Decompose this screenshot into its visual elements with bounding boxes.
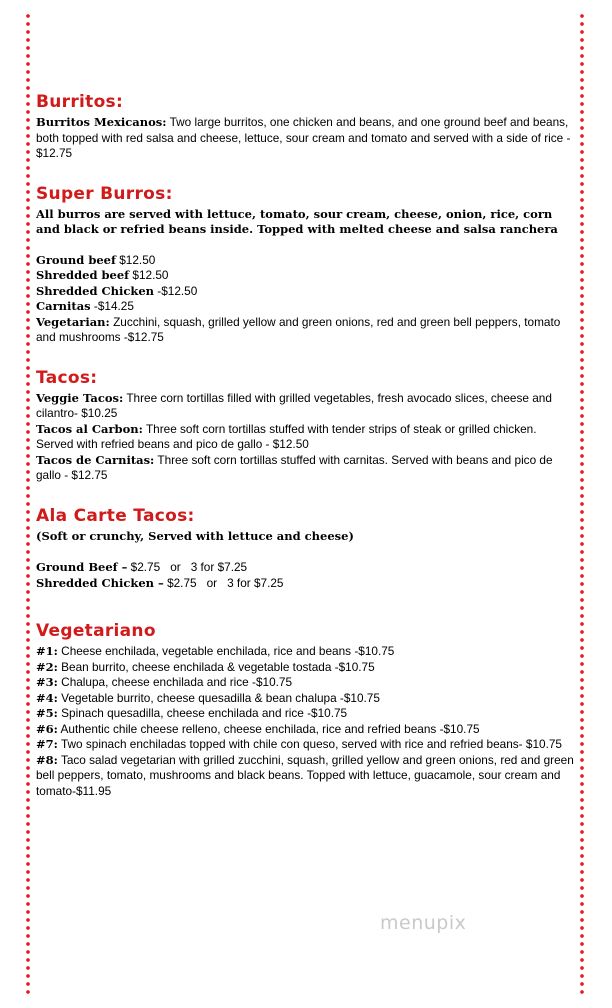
item-name: Burritos Mexicanos: [36, 115, 167, 129]
section-intro: All burros are served with lettuce, tomato, sour cream, cheese, onion, rice, corn and black or refried beans inside. Topped with melted cheese and salsa ranchera [36, 206, 558, 236]
item-name: Vegetarian: [36, 314, 110, 329]
menu-item [36, 722, 576, 738]
section-title: Vegetariano [36, 621, 156, 641]
menu-item [36, 644, 576, 660]
item-desc: $12.50 [129, 268, 169, 282]
menu-item [36, 284, 576, 300]
item-name: #7: [36, 737, 58, 751]
menu-item [36, 299, 576, 315]
item-name: Veggie Tacos: [36, 390, 124, 405]
menu-item [36, 575, 576, 591]
section-super-burros [36, 184, 576, 346]
item-name: Shredded beef [36, 268, 130, 282]
item-desc: Three soft corn tortillas stuffed with tender strips of steak or grilled chicken. Served with refried beans and pico de gallo - $12.50 [36, 421, 537, 451]
menu-item [36, 315, 576, 346]
menu-item [36, 559, 576, 575]
menu-item [36, 391, 576, 422]
item-desc: Chalupa, cheese enchilada and rice -$10.75 [57, 675, 293, 689]
menu-item [36, 115, 576, 162]
item-desc: -$12.50 [154, 283, 198, 298]
item-desc: Taco salad vegetarian with grilled zucchini, squash, grilled yellow and green onions, red and green bell peppers, tomato, mushrooms and black beans. Topped with lettuce, guacamole, sour cream and tomato-$11.95 [36, 752, 574, 798]
item-desc: Cheese enchilada, vegetable enchilada, rice and beans -$10.75 [57, 644, 395, 658]
menu-item [36, 660, 576, 676]
item-name: #4: [36, 690, 58, 705]
item-price: $2.75 [130, 560, 161, 574]
item-name: Shredded Chicken [36, 283, 155, 298]
item-name: Shredded Chicken – [36, 576, 164, 590]
section-burritos [36, 92, 576, 162]
item-name: #6: [36, 721, 58, 736]
item-or: or [170, 560, 181, 574]
item-name: Tacos al Carbon: [36, 421, 143, 436]
item-or: or [206, 576, 218, 590]
right-dotted-border [580, 12, 584, 996]
item-desc: Spinach quesadilla, cheese enchilada and rice -$10.75 [57, 706, 348, 720]
menu-item [36, 737, 576, 753]
item-name: Ground beef [36, 252, 116, 267]
section-title: Ala Carte Tacos: [36, 505, 195, 526]
item-desc: Two large burritos, one chicken and beans, and one ground beef and beans, both topped with red salsa and cheese, lettuce, sour cream and tomato and served with a side of rice - $12.75 [36, 115, 571, 160]
item-multi-price: 3 for $7.25 [227, 576, 284, 590]
section-title: Super Burros: [36, 183, 173, 204]
section-title: Burritos: [36, 92, 124, 112]
menu-content [36, 92, 576, 821]
menu-item [36, 422, 576, 453]
item-desc: $12.50 [115, 252, 156, 267]
item-name: Ground Beef – [36, 560, 128, 574]
section-vegetariano [36, 621, 576, 799]
item-name: Tacos de Carnitas: [36, 452, 155, 467]
section-title: Tacos: [36, 367, 98, 388]
item-desc: Three soft corn tortillas stuffed with carnitas. Served with beans and pico de gallo - $12.75 [36, 452, 553, 482]
item-name: #5: [36, 706, 58, 720]
item-name: #1: [36, 644, 58, 658]
menu-item [36, 691, 576, 707]
menu-item [36, 706, 576, 722]
item-desc: Two spinach enchiladas topped with chile con queso, served with rice and refried beans- $10.75 [57, 737, 562, 751]
left-dotted-border [26, 12, 30, 996]
item-name: Carnitas [36, 299, 91, 313]
menu-item [36, 675, 576, 691]
item-desc: Bean burrito, cheese enchilada & vegetable tostada -$10.75 [57, 659, 375, 674]
menu-item [36, 453, 576, 484]
menupix-watermark: menupix [380, 912, 467, 934]
item-desc: Three corn tortillas filled with grilled vegetables, fresh avocado slices, cheese and cilantro- $10.25 [36, 390, 552, 420]
item-name: #2: [36, 659, 58, 674]
section-intro: (Soft or crunchy, Served with lettuce and cheese) [36, 528, 354, 543]
menu-item [36, 253, 576, 269]
section-ala-carte-tacos [36, 506, 576, 592]
item-multi-price: 3 for $7.25 [190, 560, 248, 574]
item-desc: -$14.25 [90, 299, 134, 313]
menu-item [36, 268, 576, 284]
item-name: #8: [36, 752, 58, 767]
item-desc: Zucchini, squash, grilled yellow and green onions, red and green bell peppers, tomato and mushrooms -$12.75 [36, 314, 561, 344]
item-desc: Authentic chile cheese relleno, cheese enchilada, rice and refried beans -$10.75 [57, 721, 480, 736]
item-name: #3: [36, 675, 58, 689]
item-price: $2.75 [167, 576, 197, 590]
item-desc: Vegetable burrito, cheese quesadilla & bean chalupa -$10.75 [57, 690, 380, 705]
menu-item [36, 753, 576, 800]
section-tacos [36, 368, 576, 484]
